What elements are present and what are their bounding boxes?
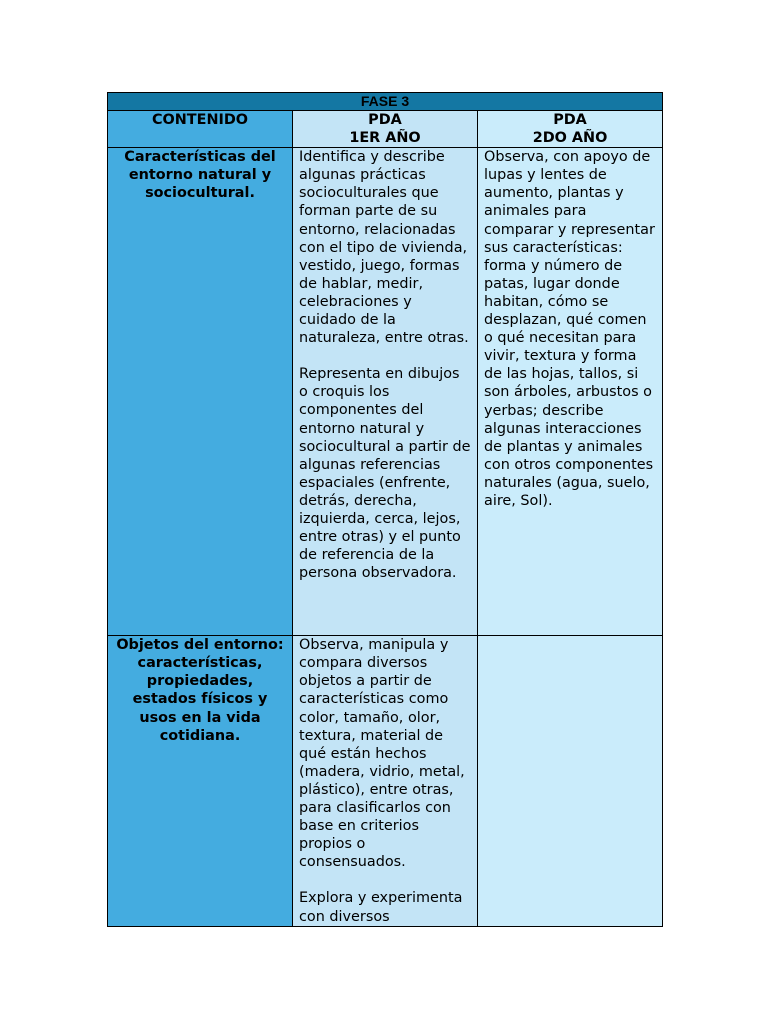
contenido-cell: Objetos del entorno: características, propiedades, estados físicos y usos en la vida cotidiana. [108,636,293,927]
pda-1er-ano-cell [293,148,478,636]
pda-paragraph: Identifica y describe algunas prácticas socioculturales que forman parte de su entorno, relacionadas con el tipo de vivienda, vestido, juego, formas de hablar, medir, celebraciones y cuidado de la naturaleza, entre otras. [299,149,469,347]
pda-paragraph: Representa en dibujos o croquis los componentes del entorno natural y sociocultural a partir de algunas referencias espaciales (enfrente, detrás, derecha, izquierda, cerca, lejos, entre otras) y el punto de referencia de la persona observadora. [299,366,471,582]
pda-paragraph: Observa, manipula y compara diversos objetos a partir de características como color, tamaño, olor, textura, material de qué están hechos (madera, vidrio, metal, plástico), entre otras, para clasificarlos con base en criterios propios o consensuados. [299,637,465,871]
fase-table [107,92,663,927]
pda-1er-ano-cell [293,636,478,927]
pda-2do-ano-cell [478,148,663,636]
table-row [108,148,663,636]
pda-2do-ano-cell [478,636,663,927]
pda-paragraph: Explora y experimenta con diversos [299,890,463,925]
header-pda-1er-ano: PDA 1ER AÑO [293,111,478,148]
contenido-cell: Características del entorno natural y sociocultural. [108,148,293,636]
table-row [108,636,663,927]
pda-paragraph: Observa, con apoyo de lupas y lentes de aumento, plantas y animales para comparar y representar sus características: forma y número de patas, lugar donde habitan, cómo se desplazan, qué comen o qué necesitan para vivir, textura y forma de las hojas, tallos, si son árboles, arbustos o yerbas; describe algunas interacciones de plantas y animales con otros componentes naturales (agua, suelo, aire, Sol). [484,149,655,509]
header-pda-2do-ano: PDA 2DO AÑO [478,111,663,148]
header-contenido: CONTENIDO [108,111,293,148]
table-title: FASE 3 [108,93,663,111]
